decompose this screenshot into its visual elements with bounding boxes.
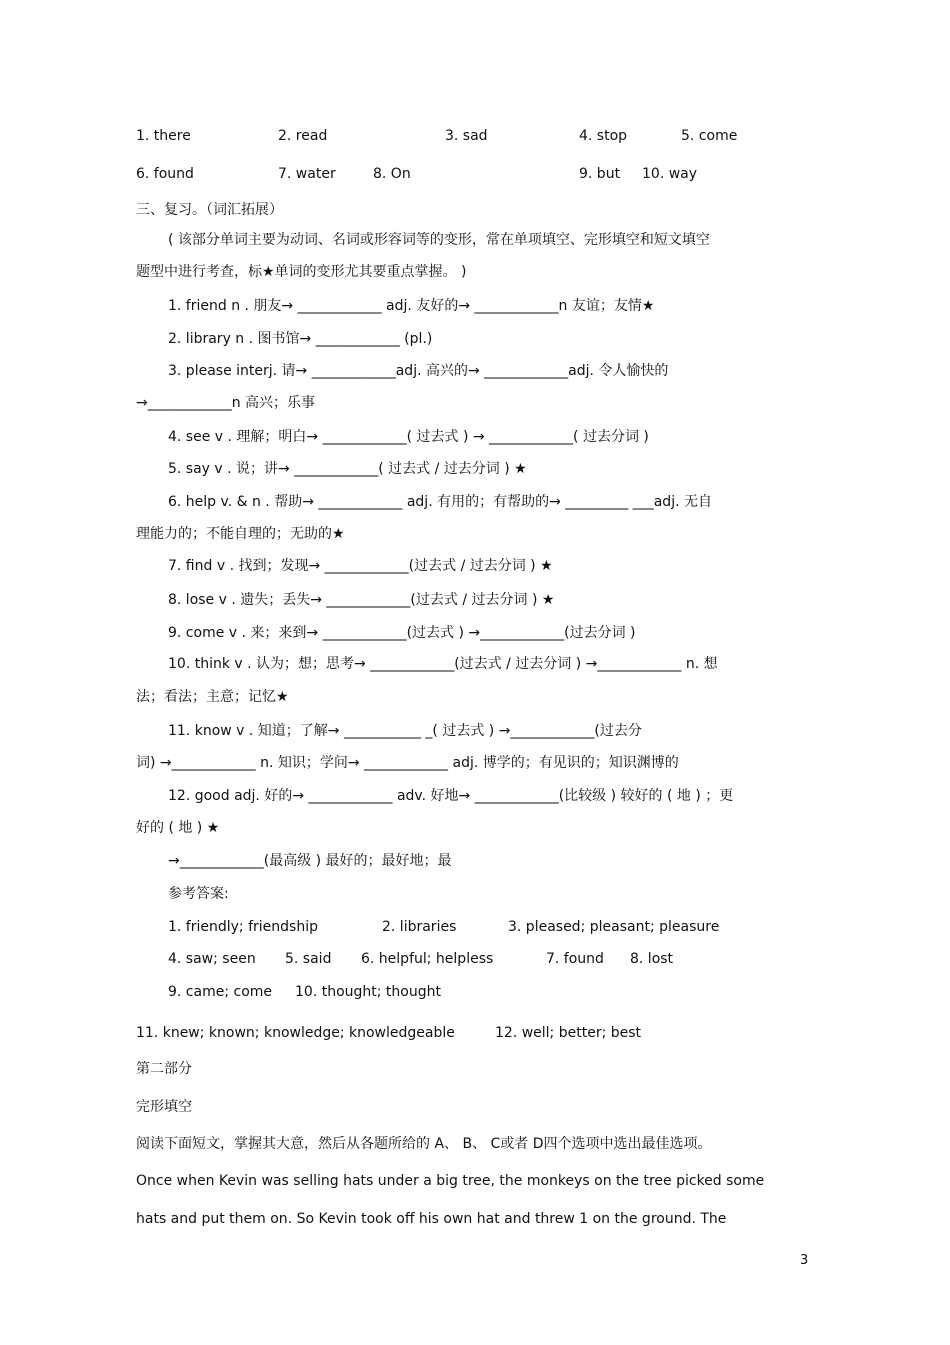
section-intro: 题型中进行考查，标★单词的变形尤其要重点掌握。 ) [136, 264, 467, 280]
reference-label: 参考答案: [168, 886, 229, 902]
vocab-line: 理能力的；不能自理的；无助的★ [136, 526, 345, 542]
vocab-line: 9. come v . 来；来到→ ____________(过去式 ) →____________(过去分词 ) [168, 625, 636, 641]
vocab-line: 6. help v. & n . 帮助→ ____________ adj. 有用的；有帮助的→ _________ ___adj. 无自 [168, 494, 712, 510]
vocab-line: 法；看法；主意；记忆★ [136, 689, 289, 705]
answer-item: 5. come [681, 128, 738, 144]
reference-item: 4. saw; seen [168, 951, 256, 967]
reference-item: 8. lost [630, 951, 674, 967]
part-subheading: 完形填空 [136, 1099, 192, 1115]
reference-item: 2. libraries [382, 919, 457, 935]
vocab-line: 1. friend n . 朋友→ ____________ adj. 友好的→ ____________n 友谊；友情★ [168, 298, 655, 314]
answer-item: 4. stop [579, 128, 628, 144]
reference-item: 7. found [546, 951, 604, 967]
section-intro: ( 该部分单词主要为动词、名词或形容词等的变形，常在单项填空、完形填空和短文填空 [168, 232, 710, 248]
vocab-line: 2. library n . 图书馆→ ____________ (pl.) [168, 331, 433, 347]
page-number: 3 [800, 1253, 809, 1268]
reference-item: 5. said [285, 951, 332, 967]
reference-item: 11. knew; known; knowledge; knowledgeable [136, 1025, 455, 1041]
reference-item: 9. came; come [168, 984, 273, 1000]
reference-item: 1. friendly; friendship [168, 919, 318, 935]
part-heading: 第二部分 [136, 1061, 192, 1077]
reference-item: 6. helpful; helpless [361, 951, 494, 967]
vocab-line: 12. good adj. 好的→ ____________ adv. 好地→ ____________(比较级 ) 较好的 ( 地 ) ；更 [168, 788, 734, 804]
section-heading: 三、复习。（词汇拓展） [136, 202, 283, 218]
vocab-line: →____________n 高兴；乐事 [136, 395, 316, 411]
answer-item: 10. way [642, 166, 698, 182]
answer-item: 3. sad [445, 128, 488, 144]
vocab-line: 词) →____________ n. 知识；学问→ ____________ adj. 博学的；有见识的；知识渊博的 [136, 755, 679, 771]
answer-item: 8. On [373, 166, 411, 182]
vocab-line: 3. please interj. 请→ ____________adj. 高兴的→ ____________adj. 令人愉快的 [168, 363, 669, 379]
passage-line: Once when Kevin was selling hats under a big tree, the monkeys on the tree picked some [136, 1173, 765, 1189]
answer-item: 7. water [278, 166, 336, 182]
vocab-line: 7. find v . 找到；发现→ ____________(过去式 / 过去分词 ) ★ [168, 558, 553, 574]
instruction: 阅读下面短文，掌握其大意，然后从各题所给的 A、 B、 C或者 D四个选项中选出最佳选项。 [136, 1136, 712, 1152]
answer-item: 2. read [278, 128, 328, 144]
passage-line: hats and put them on. So Kevin took off his own hat and threw 1 on the ground. The [136, 1211, 727, 1227]
vocab-line: 4. see v . 理解；明白→ ____________( 过去式 ) → ____________( 过去分词 ) [168, 429, 649, 445]
reference-item: 10. thought; thought [295, 984, 441, 1000]
answer-item: 6. found [136, 166, 194, 182]
vocab-line: 5. say v . 说；讲→ ____________( 过去式 / 过去分词 ) ★ [168, 461, 527, 477]
vocab-line: 8. lose v . 遗失；丢失→ ____________(过去式 / 过去分词 ) ★ [168, 592, 555, 608]
answer-item: 1. there [136, 128, 191, 144]
vocab-line: 好的 ( 地 ) ★ [136, 820, 220, 836]
vocab-line: 11. know v . 知道；了解→ ___________ _( 过去式 ) →____________(过去分 [168, 723, 642, 739]
vocab-line: →____________(最高级 ) 最好的；最好地；最 [168, 853, 452, 869]
reference-item: 12. well; better; best [495, 1025, 642, 1041]
reference-item: 3. pleased; pleasant; pleasure [508, 919, 720, 935]
answer-item: 9. but [579, 166, 621, 182]
vocab-line: 10. think v . 认为；想；思考→ ____________(过去式 / 过去分词 ) →____________ n. 想 [168, 656, 718, 672]
